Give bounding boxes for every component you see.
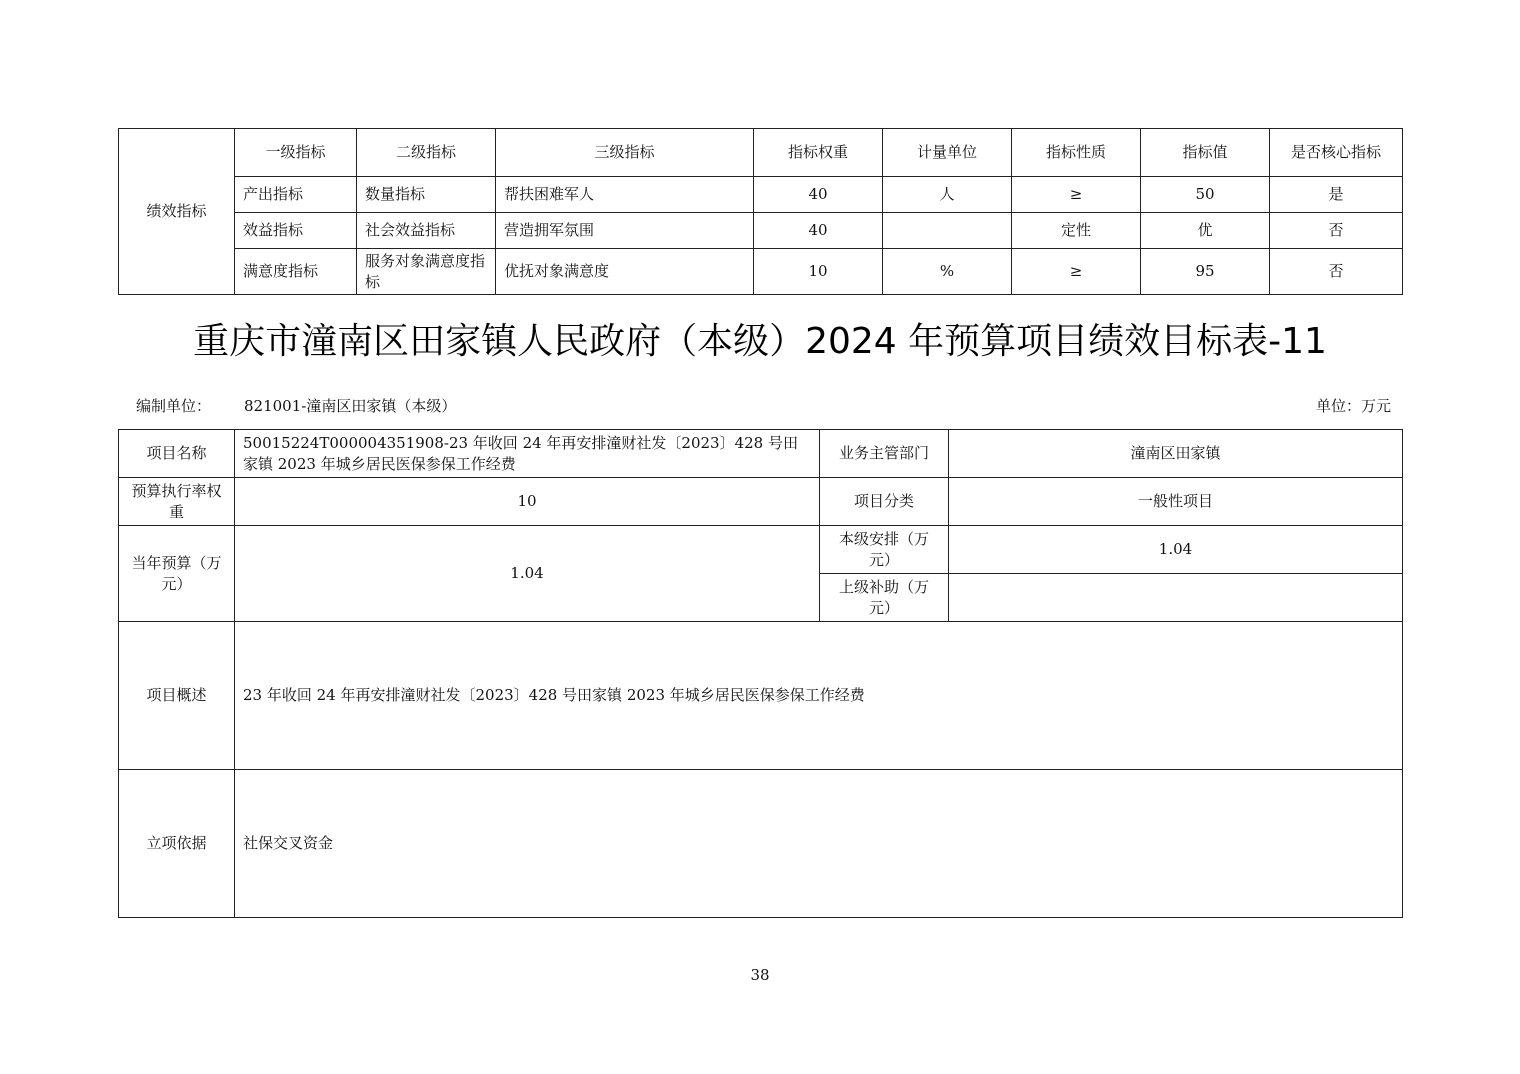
- row-level1: 满意度指标: [235, 249, 357, 295]
- budget-value: 1.04: [235, 526, 820, 622]
- exec-weight-value: 10: [235, 478, 820, 526]
- row-core: 否: [1270, 213, 1403, 249]
- basis-value: 社保交叉资金: [235, 770, 1403, 918]
- row-unit: %: [883, 249, 1012, 295]
- table-row: [119, 213, 1403, 249]
- row-value: 95: [1141, 249, 1270, 295]
- row-weight: 40: [754, 213, 883, 249]
- row-value: 50: [1141, 177, 1270, 213]
- row-nature: 定性: [1012, 213, 1141, 249]
- budget-label: 当年预算（万元）: [119, 526, 235, 622]
- currency-unit-label: 单位：万元: [1315, 397, 1391, 415]
- department-label: 业务主管部门: [820, 430, 949, 478]
- row-unit: [883, 213, 1012, 249]
- page-number: 38: [750, 966, 770, 984]
- row-weight: 10: [754, 249, 883, 295]
- row-level2: 数量指标: [357, 177, 496, 213]
- header-core: 是否核心指标: [1270, 129, 1403, 177]
- table-row: [119, 177, 1403, 213]
- upper-subsidy-label: 上级补助（万元）: [820, 574, 949, 622]
- header-value: 指标值: [1141, 129, 1270, 177]
- overview-label: 项目概述: [119, 622, 235, 770]
- upper-subsidy-value: [949, 574, 1403, 622]
- compiling-unit-value: 821001-潼南区田家镇（本级）: [244, 397, 457, 415]
- performance-side-label: 绩效指标: [119, 129, 235, 295]
- row-level2: 社会效益指标: [357, 213, 496, 249]
- project-name-label: 项目名称: [119, 430, 235, 478]
- row-unit: 人: [883, 177, 1012, 213]
- header-unit: 计量单位: [883, 129, 1012, 177]
- overview-value: 23 年收回 24 年再安排潼财社发〔2023〕428 号田家镇 2023 年城乡居民医保参保工作经费: [235, 622, 1403, 770]
- row-level3: 帮扶困难军人: [496, 177, 754, 213]
- header-level1: 一级指标: [235, 129, 357, 177]
- project-name-value: 50015224T000004351908-23 年收回 24 年再安排潼财社发〔2023〕428 号田家镇 2023 年城乡居民医保参保工作经费: [235, 430, 820, 478]
- project-info-table: [118, 429, 1403, 918]
- row-core: 是: [1270, 177, 1403, 213]
- category-value: 一般性项目: [949, 478, 1403, 526]
- exec-weight-label: 预算执行率权重: [119, 478, 235, 526]
- row-level3: 优抚对象满意度: [496, 249, 754, 295]
- table-row: [119, 249, 1403, 295]
- performance-indicator-table: [118, 128, 1403, 295]
- row-level2: 服务对象满意度指标: [357, 249, 496, 295]
- category-label: 项目分类: [820, 478, 949, 526]
- header-level2: 二级指标: [357, 129, 496, 177]
- row-level1: 效益指标: [235, 213, 357, 249]
- header-weight: 指标权重: [754, 129, 883, 177]
- row-weight: 40: [754, 177, 883, 213]
- local-arrangement-value: 1.04: [949, 526, 1403, 574]
- row-level1: 产出指标: [235, 177, 357, 213]
- row-nature: ≥: [1012, 249, 1141, 295]
- row-core: 否: [1270, 249, 1403, 295]
- department-value: 潼南区田家镇: [949, 430, 1403, 478]
- header-nature: 指标性质: [1012, 129, 1141, 177]
- row-value: 优: [1141, 213, 1270, 249]
- row-nature: ≥: [1012, 177, 1141, 213]
- basis-label: 立项依据: [119, 770, 235, 918]
- local-arrangement-label: 本级安排（万元）: [820, 526, 949, 574]
- row-level3: 营造拥军氛围: [496, 213, 754, 249]
- header-level3: 三级指标: [496, 129, 754, 177]
- page-title: 重庆市潼南区田家镇人民政府（本级）2024 年预算项目绩效目标表-11: [193, 321, 1327, 362]
- compiling-unit-label: 编制单位：: [136, 397, 212, 415]
